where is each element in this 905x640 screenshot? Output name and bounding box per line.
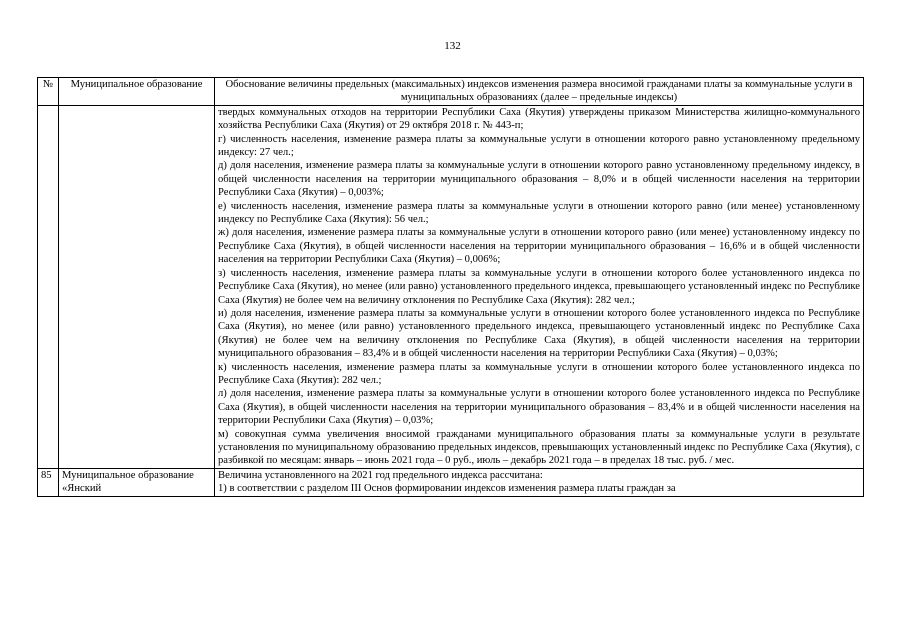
justification-paragraph: з) численность населения, изменение размера платы за коммунальные услуги в отношении которого более установленного индекса по Республике Саха (Якутия), но менее (или равно) установленного предельного индекса, превышающего установленный индекс по Республике Саха (Якутия) не более чем на величину отклонения по Республике Саха (Якутия): 282 чел.; xyxy=(218,267,860,306)
justification-paragraph: и) доля населения, изменение размера платы за коммунальные услуги в отношении которого более установленного индекса по Республике Саха (Якутия), но менее (или равно) установленного предельного индекса, превышающего установленный индекс по Республике Саха (Якутия) не более чем на величину отклонения по Республике Саха (Якутия), в общей численности населения на территории муниципального образования – 83,4% и в общей численности населения на территории Республики Саха (Якутия) – 0,03%; xyxy=(218,307,860,360)
column-header-municipality: Муниципальное образование xyxy=(59,78,215,106)
justification-paragraph: е) численность населения, изменение размера платы за коммунальные услуги в отношении которого равно (или менее) установленному индексу по Республике Саха (Якутия): 56 чел.; xyxy=(218,200,860,226)
index-justification-table xyxy=(37,77,864,497)
municipality-cell xyxy=(59,105,215,468)
table-row xyxy=(38,105,864,468)
justification-paragraph: г) численность населения, изменение размера платы за коммунальные услуги в отношении которого равно установленному предельному индексу: 27 чел.; xyxy=(218,133,860,159)
page-number: 132 xyxy=(444,40,461,52)
column-header-justification: Обоснование величины предельных (максимальных) индексов изменения размера вносимой гражданами платы за коммунальные услуги в муниципальных образованиях (далее – предельные индексы) xyxy=(215,78,864,106)
column-header-number: № xyxy=(38,78,59,106)
justification-paragraph: твердых коммунальных отходов на территории Республики Саха (Якутия) утверждены приказом Министерства жилищно-коммунального хозяйства Республики Саха (Якутия) от 29 октября 2018 г. № 443-п; xyxy=(218,106,860,132)
justification-cell xyxy=(215,468,864,496)
row-number-cell xyxy=(38,105,59,468)
justification-paragraph: м) совокупная сумма увеличения вносимой гражданами муниципального образования платы за коммунальные услуги в результате установления по муниципальному образованию предельных индексов, превышающих установленный индекс по Республике Саха (Якутия), с разбивкой по месяцам: январь – июнь 2021 года – 0 руб., июль – декабрь 2021 года – в пределах 18 тыс. руб. / мес. xyxy=(218,428,860,467)
justification-paragraph: Величина установленного на 2021 год предельного индекса рассчитана: xyxy=(218,469,543,481)
justification-cell xyxy=(215,105,864,468)
justification-paragraph: к) численность населения, изменение размера платы за коммунальные услуги в отношении которого более установленного индекса по Республике Саха (Якутия): 282 чел.; xyxy=(218,361,860,386)
justification-paragraph: л) доля населения, изменение размера платы за коммунальные услуги в отношении которого более установленного индекса по Республике Саха (Якутия), в общей численности населения на территории муниципального образования – 83,4% и в общей численности населения на территории Республики Саха (Якутия) – 0,03%; xyxy=(218,388,860,427)
justification-paragraph: д) доля населения, изменение размера платы за коммунальные услуги в отношении которого равно установленному предельному индексу, в общей численности населения на территории муниципального образования – 8,0% и в общей численности населения на территории Республики Саха (Якутия) – 0,003%; xyxy=(218,160,860,199)
row-number-cell: 85 xyxy=(38,468,59,496)
table-row xyxy=(38,468,864,496)
municipality-cell: Муниципальное образование «Янский xyxy=(59,468,215,496)
table-header-row xyxy=(38,78,864,106)
justification-paragraph: 1) в соответствии с разделом III Основ формировании индексов изменения размера платы граждан за xyxy=(218,483,676,495)
justification-paragraph: ж) доля населения, изменение размера платы за коммунальные услуги в отношении которого равно (или менее) установленному индексу по Республике Саха (Якутия), в общей численности населения на территории муниципального образования – 16,6% и в общей численности населения на территории Республики Саха (Якутия) – 0,006%; xyxy=(218,227,860,266)
